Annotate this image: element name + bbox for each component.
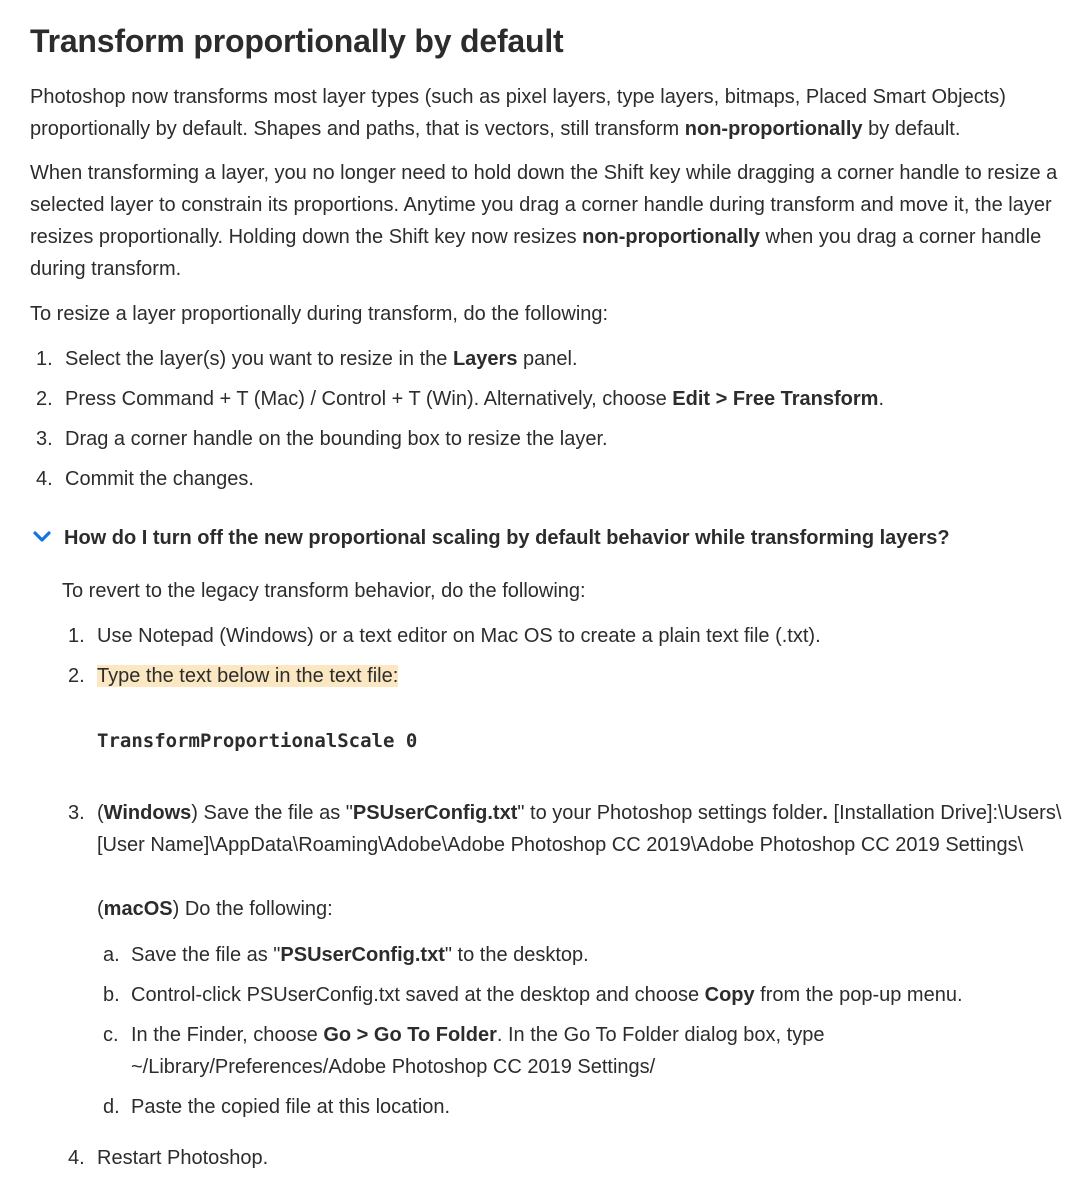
highlighted-text: Type the text below in the text file: <box>97 665 399 687</box>
list-item: 4. Commit the changes. <box>36 468 254 490</box>
page-title: Transform proportionally by default <box>30 23 564 59</box>
list-item: d. Paste the copied file at this location. <box>103 1096 451 1118</box>
list-item: b. Control-click PSUserConfig.txt saved at the desktop and choose Copy from the pop-up menu. <box>103 984 963 1006</box>
list-item: 2. Press Command + T (Mac) / Control + T (Win). Alternatively, choose Edit > Free Transform. <box>36 388 884 410</box>
intro-paragraph: Photoshop now transforms most layer types (such as pixel layers, type layers, bitmaps, Placed Smart Objects) proportionally by default. Shapes and paths, that is vectors, still transform non-proportionally by default. <box>30 86 1006 140</box>
code-snippet: TransformProportionalScale 0 <box>97 730 418 752</box>
list-item: c. In the Finder, choose Go > Go To Folder. In the Go To Folder dialog box, type ~/Library/Preferences/Adobe Photoshop CC 2019 Settings/ <box>103 1024 825 1078</box>
chevron-down-icon[interactable] <box>32 530 52 544</box>
list-item: 3. Drag a corner handle on the bounding box to resize the layer. <box>36 428 608 450</box>
list-item: 3. (Windows) Save the file as "PSUserConfig.txt" to your Photoshop settings folder. [Installation Drive]:\Users\ [User Name]\AppData\Roaming\Adobe\Adobe Photoshop CC 2019\Adobe Photoshop CC 2019 Settings\ <box>68 802 1062 856</box>
list-item: a. Save the file as "PSUserConfig.txt" to the desktop. <box>103 944 589 966</box>
list-item: 4. Restart Photoshop. <box>68 1147 269 1169</box>
resize-intro-paragraph: To resize a layer proportionally during transform, do the following: <box>30 303 609 325</box>
faq-question[interactable]: How do I turn off the new proportional scaling by default behavior while transforming layers? <box>64 527 950 549</box>
shift-key-paragraph: When transforming a layer, you no longer need to hold down the Shift key while dragging a corner handle to resize a selected layer to constrain its proportions. Anytime you drag a corner handle during transform and move it, the layer resizes proportionally. Holding down the Shift key now resizes non-proportionally when you drag a corner handle during transform. <box>30 162 1058 280</box>
list-item: 2. Type the text below in the text file: <box>68 665 399 687</box>
faq-accordion-toggle[interactable] <box>30 520 1030 556</box>
list-item: 1. Use Notepad (Windows) or a text editor on Mac OS to create a plain text file (.txt). <box>68 625 821 647</box>
list-item: 1. Select the layer(s) you want to resize in the Layers panel. <box>36 348 578 370</box>
macos-label: (macOS) Do the following: <box>97 898 333 920</box>
faq-intro: To revert to the legacy transform behavior, do the following: <box>62 580 586 602</box>
